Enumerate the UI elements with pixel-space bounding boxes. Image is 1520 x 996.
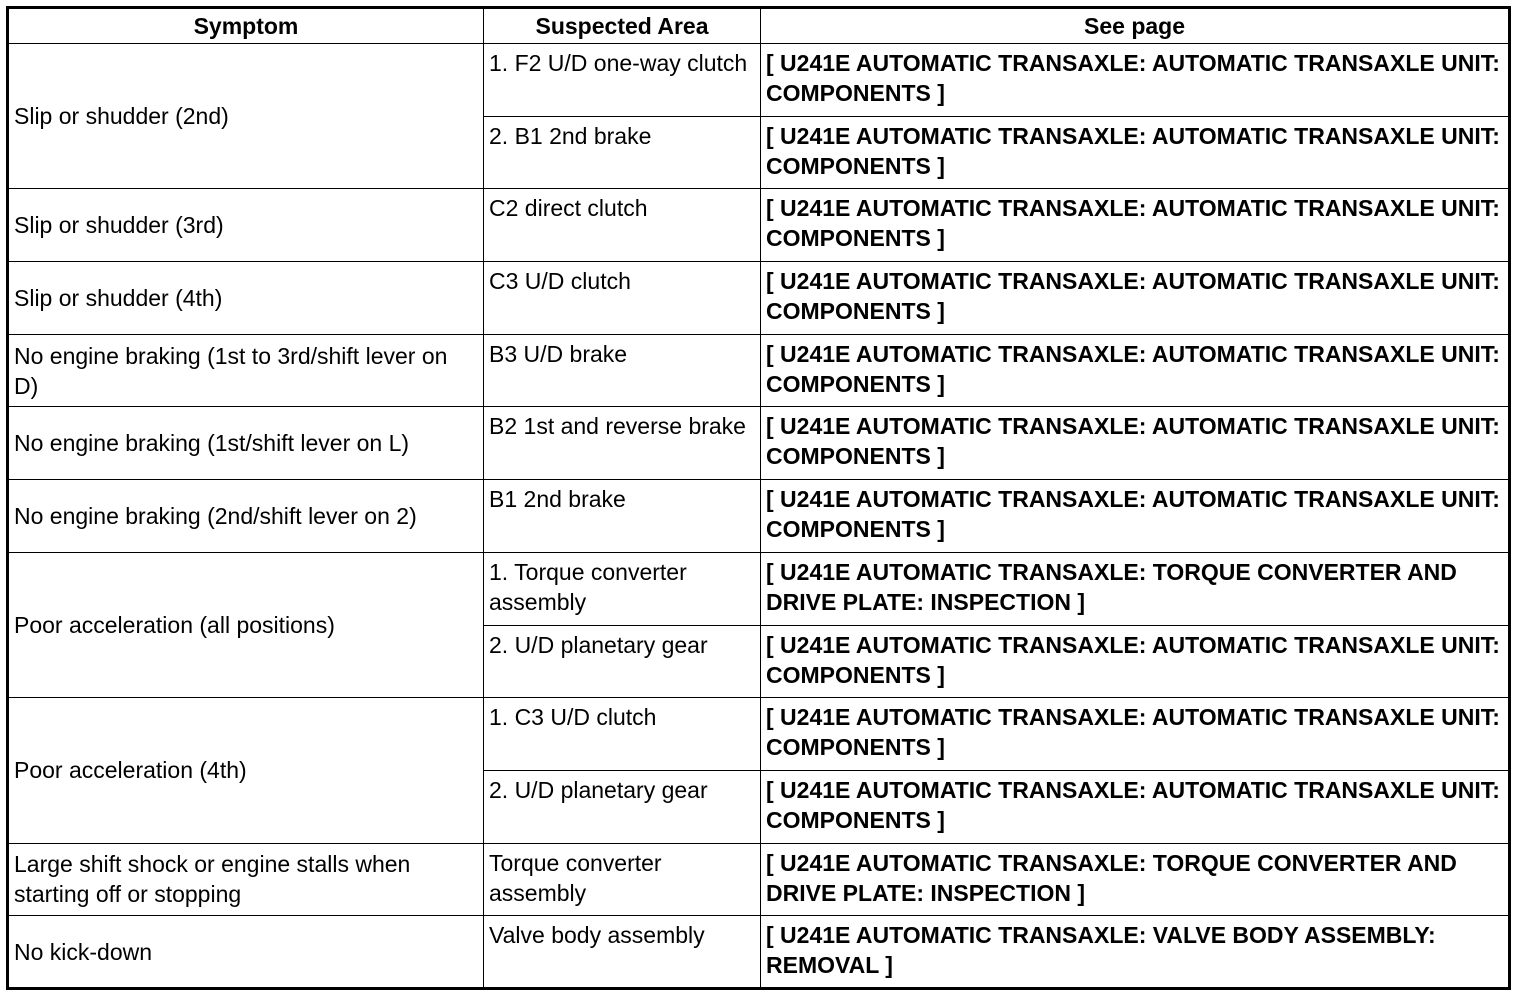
symptom-cell: Slip or shudder (4th) [8, 262, 484, 335]
symptom-cell: No engine braking (1st/shift lever on L) [8, 407, 484, 480]
see-page-link[interactable]: [ U241E AUTOMATIC TRANSAXLE: AUTOMATIC TRANSAXLE UNIT: COMPONENTS ] [761, 770, 1510, 843]
suspected-area-cell: 2. U/D planetary gear [484, 770, 761, 843]
see-page-link[interactable]: [ U241E AUTOMATIC TRANSAXLE: AUTOMATIC TRANSAXLE UNIT: COMPONENTS ] [761, 262, 1510, 335]
see-page-link[interactable]: [ U241E AUTOMATIC TRANSAXLE: AUTOMATIC TRANSAXLE UNIT: COMPONENTS ] [761, 625, 1510, 698]
see-page-link[interactable]: [ U241E AUTOMATIC TRANSAXLE: AUTOMATIC TRANSAXLE UNIT: COMPONENTS ] [761, 480, 1510, 553]
see-page-link[interactable]: [ U241E AUTOMATIC TRANSAXLE: AUTOMATIC TRANSAXLE UNIT: COMPONENTS ] [761, 407, 1510, 480]
suspected-area-cell: 1. Torque converter assembly [484, 552, 761, 625]
table-row [8, 44, 1510, 117]
suspected-area-cell: C2 direct clutch [484, 189, 761, 262]
see-page-link[interactable]: [ U241E AUTOMATIC TRANSAXLE: TORQUE CONVERTER AND DRIVE PLATE: INSPECTION ] [761, 552, 1510, 625]
table-row [8, 843, 1510, 916]
symptom-cell: No kick-down [8, 916, 484, 989]
symptom-cell: Slip or shudder (3rd) [8, 189, 484, 262]
table-row [8, 407, 1510, 480]
see-page-link[interactable]: [ U241E AUTOMATIC TRANSAXLE: AUTOMATIC TRANSAXLE UNIT: COMPONENTS ] [761, 44, 1510, 117]
table-row [8, 334, 1510, 407]
table-row [8, 552, 1510, 625]
symptom-cell: Slip or shudder (2nd) [8, 44, 484, 189]
table-row [8, 480, 1510, 553]
suspected-area-cell: 1. C3 U/D clutch [484, 698, 761, 771]
suspected-area-cell: Valve body assembly [484, 916, 761, 989]
symptom-cell: Poor acceleration (all positions) [8, 552, 484, 697]
suspected-area-cell: Torque converter assembly [484, 843, 761, 916]
header-row [8, 8, 1510, 44]
see-page-link[interactable]: [ U241E AUTOMATIC TRANSAXLE: TORQUE CONVERTER AND DRIVE PLATE: INSPECTION ] [761, 843, 1510, 916]
header-suspected-area: Suspected Area [484, 8, 761, 44]
header-symptom: Symptom [8, 8, 484, 44]
see-page-link[interactable]: [ U241E AUTOMATIC TRANSAXLE: AUTOMATIC TRANSAXLE UNIT: COMPONENTS ] [761, 698, 1510, 771]
see-page-link[interactable]: [ U241E AUTOMATIC TRANSAXLE: AUTOMATIC TRANSAXLE UNIT: COMPONENTS ] [761, 116, 1510, 189]
suspected-area-cell: C3 U/D clutch [484, 262, 761, 335]
suspected-area-cell: B2 1st and reverse brake [484, 407, 761, 480]
table-row [8, 916, 1510, 989]
symptom-cell: Large shift shock or engine stalls when starting off or stopping [8, 843, 484, 916]
suspected-area-cell: 2. B1 2nd brake [484, 116, 761, 189]
table-row [8, 262, 1510, 335]
suspected-area-cell: B3 U/D brake [484, 334, 761, 407]
symptom-cell: No engine braking (1st to 3rd/shift lever on D) [8, 334, 484, 407]
symptom-table [6, 6, 1511, 990]
see-page-link[interactable]: [ U241E AUTOMATIC TRANSAXLE: AUTOMATIC TRANSAXLE UNIT: COMPONENTS ] [761, 189, 1510, 262]
suspected-area-cell: 1. F2 U/D one-way clutch [484, 44, 761, 117]
table-row [8, 698, 1510, 771]
suspected-area-cell: 2. U/D planetary gear [484, 625, 761, 698]
suspected-area-cell: B1 2nd brake [484, 480, 761, 553]
header-see-page: See page [761, 8, 1510, 44]
see-page-link[interactable]: [ U241E AUTOMATIC TRANSAXLE: AUTOMATIC TRANSAXLE UNIT: COMPONENTS ] [761, 334, 1510, 407]
see-page-link[interactable]: [ U241E AUTOMATIC TRANSAXLE: VALVE BODY ASSEMBLY: REMOVAL ] [761, 916, 1510, 989]
symptom-cell: No engine braking (2nd/shift lever on 2) [8, 480, 484, 553]
symptom-cell: Poor acceleration (4th) [8, 698, 484, 843]
table-row [8, 189, 1510, 262]
